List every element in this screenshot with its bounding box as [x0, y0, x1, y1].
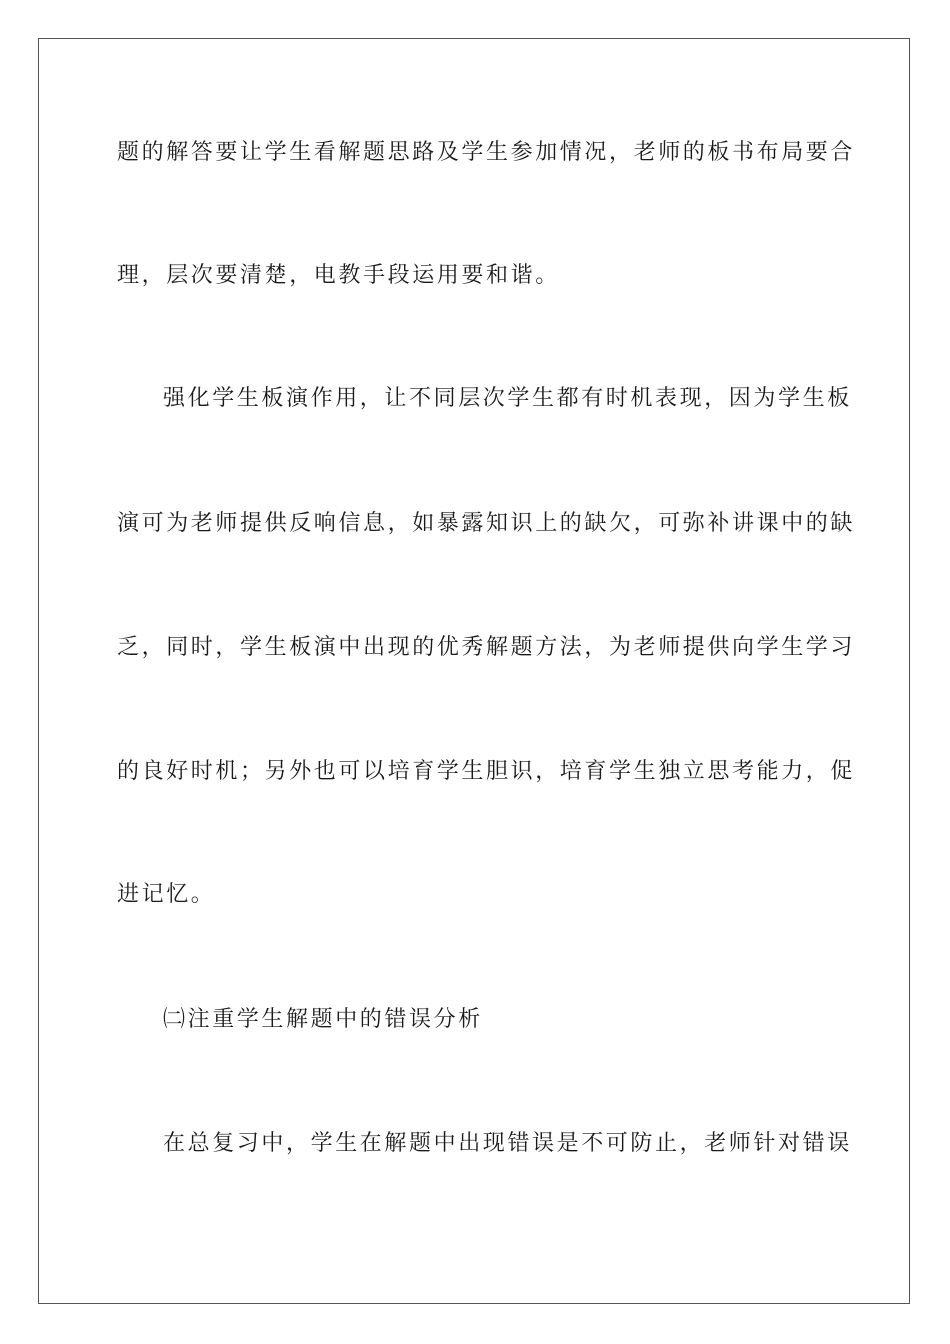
paragraph-line-7: 进记忆。 — [117, 882, 216, 907]
paragraph-line-5: 乏，同时，学生板演中出现的优秀解题方法，为老师提供向学生学习 — [117, 635, 856, 660]
paragraph-line-9: 在总复习中，学生在解题中出现错误是不可防止，老师针对错误 — [163, 1131, 852, 1156]
paragraph-line-4: 演可为老师提供反响信息，如暴露知识上的缺欠，可弥补讲课中的缺 — [117, 511, 856, 536]
paragraph-line-1: 题的解答要让学生看解题思路及学生参加情况，老师的板书布局要合 — [117, 140, 856, 165]
paragraph-line-2: 理，层次要清楚，电教手段运用要和谐。 — [117, 263, 560, 288]
paragraph-line-6: 的良好时机；另外也可以培育学生胆识，培育学生独立思考能力，促 — [117, 759, 856, 784]
paragraph-line-3: 强化学生板演作用，让不同层次学生都有时机表现，因为学生板 — [163, 386, 852, 411]
page-frame — [38, 38, 910, 1304]
section-heading: ㈡注重学生解题中的错误分析 — [163, 1007, 483, 1032]
